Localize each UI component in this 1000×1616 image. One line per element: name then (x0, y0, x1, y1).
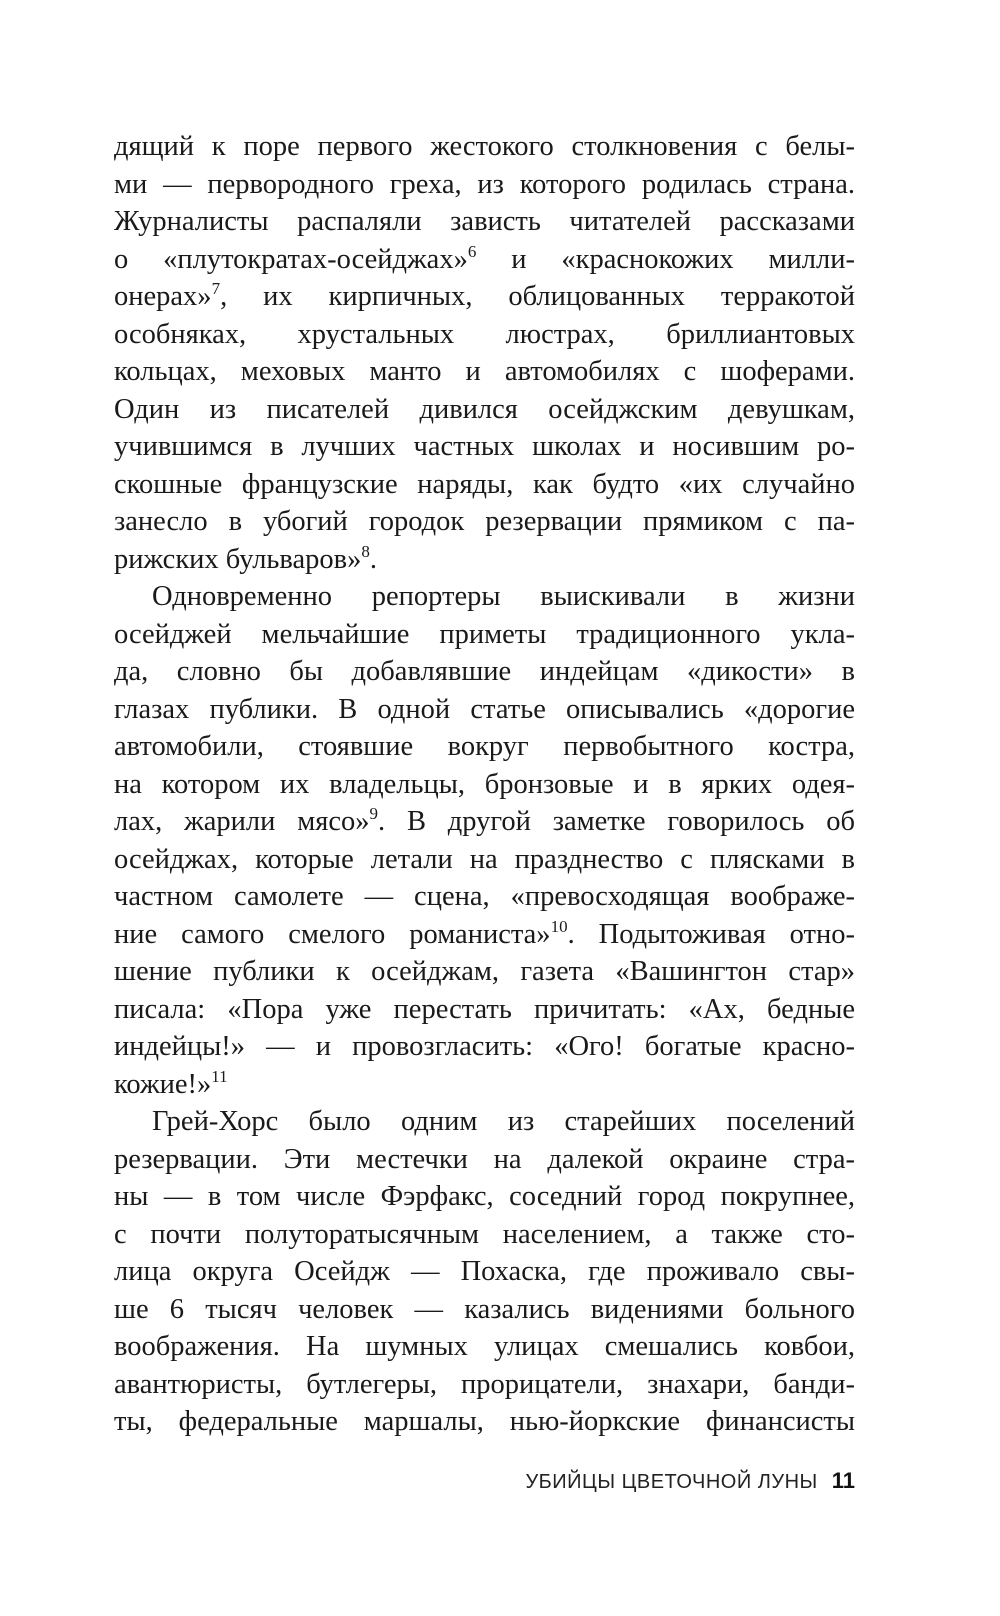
footnote-ref: 7 (211, 279, 221, 298)
text-line-content: ние самого смелого романиста» (114, 918, 551, 950)
text-line-content: ны — в том числе Фэрфакс, соседний город покрупнее, (114, 1181, 855, 1212)
text-line-content: частном самолете — сцена, «превосходящая воображе- (114, 881, 855, 912)
text-line-content: о «плутократах-осейджах» (114, 243, 468, 275)
text-line-continuation: . В другой заметке говорилось об (378, 806, 855, 837)
text-line (114, 1403, 855, 1441)
page-footer (114, 1468, 855, 1498)
text-line-content: осейджей мельчайшие приметы традиционного укла- (114, 618, 855, 650)
text-line-content: глазах публики. В одной статье описывались «дорогие (114, 693, 855, 725)
page-number: 11 (831, 1468, 855, 1493)
text-line-content: Журналисты распаляли зависть читателей рассказами (114, 206, 855, 237)
text-line-content: учившимся в лучших частных школах и носившим ро- (114, 431, 855, 462)
text-line-continuation: . (369, 543, 377, 575)
text-line-content: лах, жарили мясо» (114, 806, 370, 837)
text-line-content: авантюристы, бутлегеры, прорицатели, знахари, банди- (114, 1368, 855, 1400)
text-line-content: лица округа Осейдж — Похаска, где проживало свы- (114, 1256, 855, 1287)
footnote-ref: 6 (467, 241, 477, 261)
text-line (114, 1216, 855, 1254)
text-line (114, 691, 855, 729)
text-line (114, 1291, 855, 1329)
text-line (114, 203, 855, 241)
text-line (114, 1253, 855, 1291)
text-line (114, 466, 855, 504)
text-line-content: дящий к поре первого жестокого столкновения с белы- (114, 131, 855, 162)
text-line-content: Грей-Хорс было одним из старейших поселений (152, 1106, 855, 1137)
text-line-continuation: . Подытоживая отно- (567, 918, 856, 950)
text-line (114, 391, 855, 429)
text-line-content: ты, федеральные маршалы, нью-йоркские финансисты (114, 1406, 855, 1437)
footnote-ref: 9 (369, 804, 378, 823)
text-line-content: Одновременно репортеры выискивали в жизни (152, 581, 855, 612)
text-line (114, 316, 855, 354)
text-line-content: на котором их владельцы, бронзовые и в ярких одея- (114, 768, 855, 800)
text-line (114, 841, 855, 879)
text-line (114, 766, 855, 804)
text-line (114, 616, 855, 654)
text-line-content: с почти полуторатысячным населением, а также сто- (114, 1218, 855, 1250)
text-line (114, 953, 855, 991)
text-line (114, 1328, 855, 1366)
text-line-continuation: и «краснокожих милли- (476, 243, 855, 275)
text-line (114, 503, 855, 541)
text-line-content: индейцы!» — и провозгласить: «Ого! богатые красно- (114, 1031, 855, 1062)
text-line-content: Один из писателей дивился осейджским девушкам, (114, 393, 855, 425)
text-line (114, 1178, 855, 1216)
text-line-content: скошные французские наряды, как будто «их случайно (114, 468, 855, 500)
text-line (114, 353, 855, 391)
text-line (114, 1028, 855, 1066)
text-line-content: особняках, хрустальных люстрах, бриллиантовых (114, 318, 855, 350)
text-line (114, 578, 855, 616)
text-line (114, 653, 855, 691)
text-line-content: автомобили, стоявшие вокруг первобытного костра, (114, 731, 855, 762)
text-line-content: онерах» (114, 281, 212, 312)
text-line (114, 241, 855, 279)
text-line-content: кожие!» (114, 1068, 212, 1100)
text-line (114, 916, 855, 954)
text-line (114, 278, 855, 316)
text-line (114, 1103, 855, 1141)
text-line-content: рижских бульваров» (114, 543, 362, 575)
text-line (114, 128, 855, 166)
footnote-ref: 8 (361, 541, 370, 561)
text-line (114, 728, 855, 766)
body-text (114, 128, 855, 1441)
text-line (114, 803, 855, 841)
text-line (114, 166, 855, 204)
text-line-content: воображения. На шумных улицах смешались ковбои, (114, 1331, 855, 1362)
text-line (114, 1366, 855, 1404)
text-line (114, 878, 855, 916)
text-line-content: ше 6 тысяч человек — казались видениями больного (114, 1293, 855, 1325)
text-line-content: писала: «Пора уже перестать причитать: «Ах, бедные (114, 993, 855, 1025)
text-line-content: да, словно бы добавлявшие индейцам «дикости» в (114, 656, 855, 687)
text-line (114, 1066, 855, 1104)
text-line-content: резервации. Эти местечки на далекой окраине стра- (114, 1143, 855, 1175)
text-line-content: кольцах, меховых манто и автомобилях с шоферами. (114, 356, 855, 387)
running-title: УБИЙЦЫ ЦВЕТОЧНОЙ ЛУНЫ (525, 1471, 818, 1493)
text-line-continuation: , их кирпичных, облицованных терракотой (220, 281, 855, 312)
text-line (114, 541, 855, 579)
text-line-content: осейджах, которые летали на празднество с плясками в (114, 843, 855, 875)
text-line-content: занесло в убогий городок резервации прямиком с па- (114, 506, 855, 537)
footnote-ref: 10 (550, 916, 568, 936)
text-line (114, 428, 855, 466)
footnote-ref: 11 (211, 1066, 228, 1086)
text-line-content: ми — первородного греха, из которого родилась страна. (114, 168, 855, 200)
text-line (114, 991, 855, 1029)
text-line (114, 1141, 855, 1179)
text-line-content: шение публики к осейджам, газета «Вашингтон стар» (114, 956, 855, 987)
